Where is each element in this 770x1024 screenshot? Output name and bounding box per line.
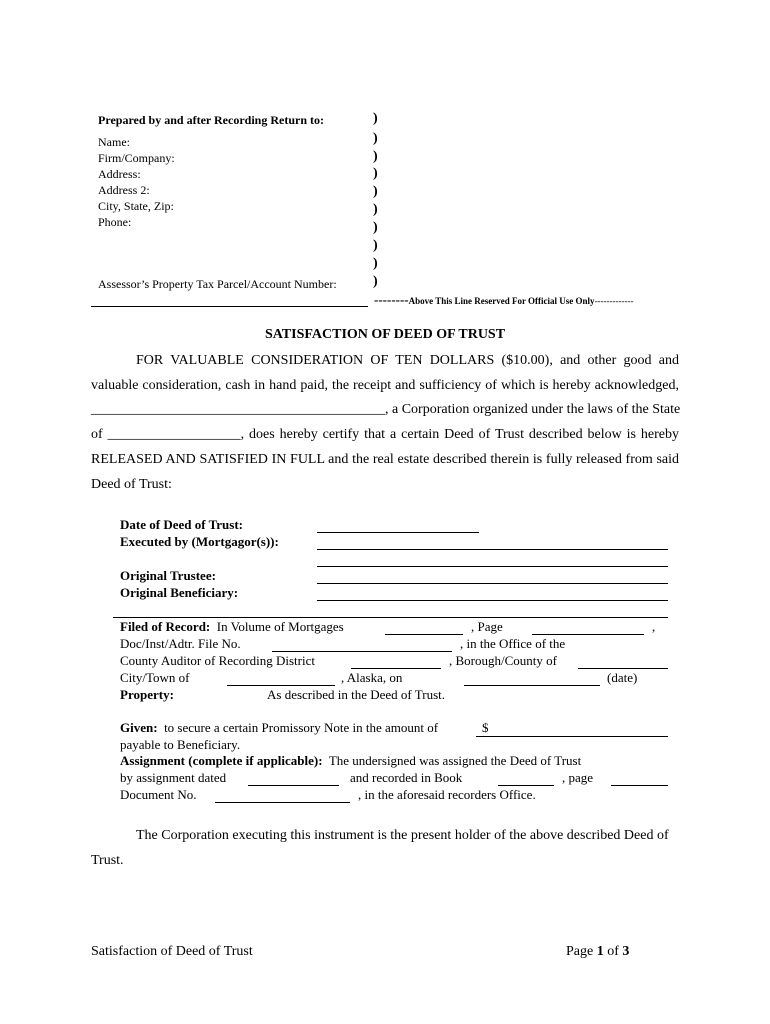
date-line[interactable] bbox=[464, 685, 600, 686]
filed-of-record-row: Filed of Record: In Volume of Mortgages bbox=[120, 619, 344, 634]
firm-field-label: Firm/Company: bbox=[98, 151, 175, 165]
amount-line[interactable] bbox=[476, 736, 668, 737]
document-title: SATISFACTION OF DEED OF TRUST bbox=[264, 327, 506, 342]
footer-title: Satisfaction of Deed of Trust bbox=[91, 944, 253, 959]
original-beneficiary-label: Original Beneficiary: bbox=[120, 585, 239, 600]
paren-mark: ) bbox=[373, 149, 378, 164]
original-beneficiary-line[interactable] bbox=[317, 600, 668, 601]
paren-mark: ) bbox=[373, 256, 378, 271]
assignment-page-line[interactable] bbox=[611, 785, 668, 786]
given-row: Given: to secure a certain Promissory Note in the amount of bbox=[120, 720, 439, 735]
body-line-1: FOR VALUABLE CONSIDERATION OF TEN DOLLARS ($10.00), and other good and bbox=[136, 353, 679, 368]
recording-district-line[interactable] bbox=[351, 668, 441, 669]
volume-line[interactable] bbox=[385, 634, 463, 635]
payable-label: payable to Beneficiary. bbox=[120, 737, 241, 752]
city-state-zip-field-label: City, State, Zip: bbox=[98, 199, 174, 213]
page-label: , Page bbox=[471, 619, 503, 634]
executed-by-label: Executed by (Mortgagor(s)): bbox=[120, 534, 279, 549]
paren-mark: ) bbox=[373, 274, 378, 289]
original-trustee-label: Original Trustee: bbox=[120, 568, 216, 583]
name-field-label: Name: bbox=[98, 135, 130, 149]
borough-county-line[interactable] bbox=[578, 668, 668, 669]
assignment-date-line[interactable] bbox=[248, 785, 339, 786]
prepared-by-label: Prepared by and after Recording Return to: bbox=[98, 113, 324, 127]
recorders-office-label: , in the aforesaid recorders Office. bbox=[358, 787, 536, 802]
book-line[interactable] bbox=[498, 785, 554, 786]
city-town-label: City/Town of bbox=[120, 670, 190, 685]
original-trustee-line[interactable] bbox=[317, 583, 668, 584]
document-no-label: Document No. bbox=[120, 787, 197, 802]
document-no-line[interactable] bbox=[215, 802, 350, 803]
closing-line-1: The Corporation executing this instrument is the present holder of the above described Deed of bbox=[136, 828, 669, 843]
executed-by-line[interactable] bbox=[317, 549, 668, 550]
page-indicator: Page 1 of 3 bbox=[566, 944, 630, 959]
doc-file-label: Doc/Inst/Adtr. File No. bbox=[120, 636, 241, 651]
page-comma: , bbox=[652, 619, 656, 634]
address2-field-label: Address 2: bbox=[98, 183, 150, 197]
body-line-4: of ___________________, does hereby certify that a certain Deed of Trust described below is hereby bbox=[91, 427, 679, 442]
paren-mark: ) bbox=[373, 184, 378, 199]
phone-field-label: Phone: bbox=[98, 215, 132, 229]
body-line-3: __________________________________________, a Corporation organized under the laws of the State bbox=[91, 402, 681, 417]
date-of-deed-line[interactable] bbox=[317, 532, 479, 533]
county-auditor-label: County Auditor of Recording District bbox=[120, 653, 315, 668]
property-label: Property: bbox=[120, 687, 174, 702]
date-of-deed-label: Date of Deed of Trust: bbox=[120, 517, 243, 532]
paren-mark: ) bbox=[373, 238, 378, 253]
alaska-on-label: , Alaska, on bbox=[341, 670, 403, 685]
closing-line-2: Trust. bbox=[91, 853, 124, 868]
assessor-signature-line bbox=[91, 306, 368, 307]
property-value: As described in the Deed of Trust. bbox=[267, 687, 446, 702]
dollar-sign: $ bbox=[482, 720, 489, 735]
date-label: (date) bbox=[607, 670, 638, 685]
paren-mark: ) bbox=[373, 131, 378, 146]
paren-mark: ) bbox=[373, 111, 378, 126]
paren-mark: ) bbox=[373, 166, 378, 181]
borough-county-label: , Borough/County of bbox=[449, 653, 557, 668]
section-divider bbox=[113, 617, 668, 618]
reserved-line-notice: --------Above This Line Reserved For Official Use Only------------- bbox=[374, 292, 634, 307]
page-line[interactable] bbox=[532, 634, 644, 635]
assignment-dated-label: by assignment dated bbox=[120, 770, 227, 785]
recorded-book-label: and recorded in Book bbox=[350, 770, 463, 785]
assessor-parcel-label: Assessor’s Property Tax Parcel/Account Number: bbox=[98, 277, 337, 291]
executed-by-line-2[interactable] bbox=[317, 566, 668, 567]
paren-mark: ) bbox=[373, 202, 378, 217]
assignment-page-label: , page bbox=[562, 770, 594, 785]
file-number-line[interactable] bbox=[272, 651, 452, 652]
address-field-label: Address: bbox=[98, 167, 141, 181]
paren-mark: ) bbox=[373, 220, 378, 235]
body-line-2: valuable consideration, cash in hand paid, the receipt and sufficiency of which is hereby acknowledged, bbox=[91, 378, 679, 393]
office-label: , in the Office of the bbox=[460, 636, 566, 651]
body-line-6: Deed of Trust: bbox=[91, 477, 172, 492]
body-line-5: RELEASED AND SATISFIED IN FULL and the real estate described therein is fully released from said bbox=[91, 452, 679, 467]
city-town-line[interactable] bbox=[227, 685, 335, 686]
assignment-row: Assignment (complete if applicable): The undersigned was assigned the Deed of Trust bbox=[120, 753, 582, 768]
